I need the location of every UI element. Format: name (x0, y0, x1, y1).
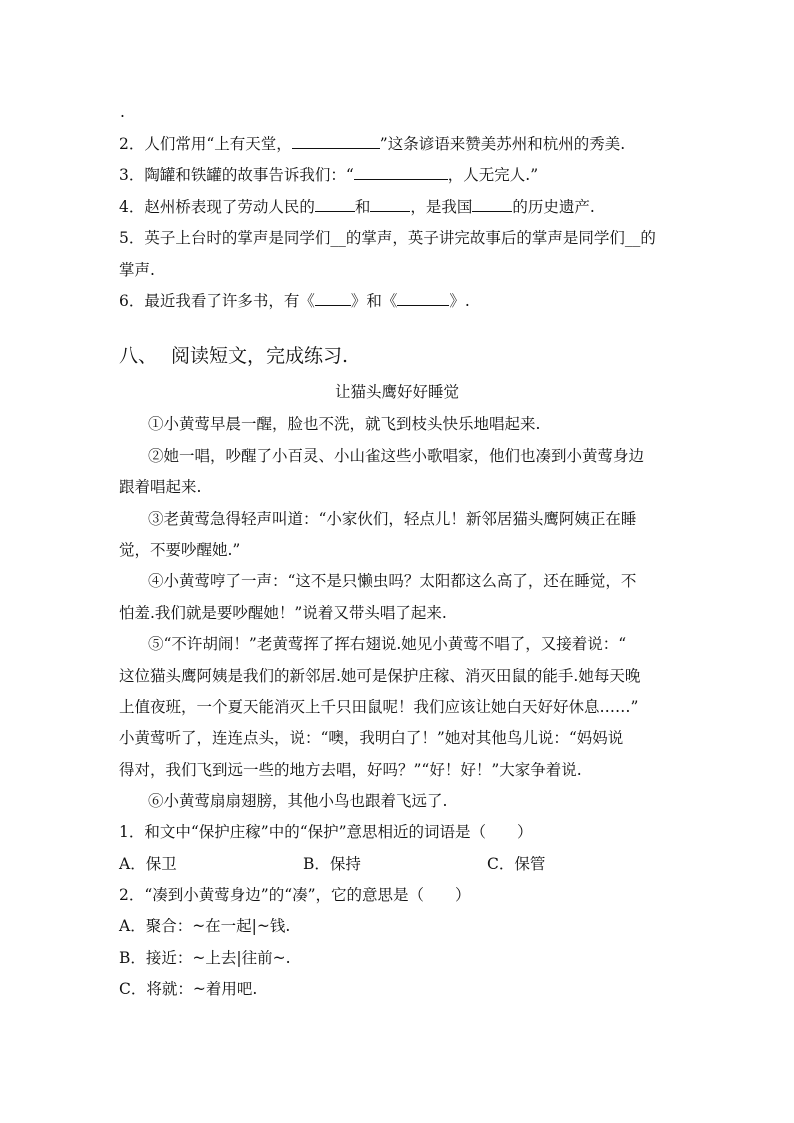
story-line: ④小黄莺哼了一声：“这不是只懒虫吗？太阳都这么高了，还在睡觉，不 (148, 572, 637, 590)
section-number: 八、 (119, 345, 158, 367)
story-line: 觉，不要吵醒她.” (119, 541, 241, 559)
story-line: ③老黄莺急得轻声叫道：“小家伙们，轻点儿！新邻居猫头鹰阿姨正在睡 (148, 510, 637, 528)
fill-question-4: 4．赵州桥表现了劳动人民的 和 ，是我国 的历史遗产. (119, 198, 595, 216)
answer-blank[interactable] (292, 134, 380, 149)
fill-question-3: 3．陶罐和铁罐的故事告诉我们：“ ，人无完人.” (119, 166, 539, 184)
answer-blank[interactable] (315, 197, 355, 212)
story-line: ⑥小黄莺扇扇翅膀，其他小鸟也跟着飞远了. (148, 792, 448, 810)
story-line: 怕羞.我们就是要吵醒她！”说着又带头唱了起来. (119, 604, 447, 622)
answer-blank[interactable] (315, 291, 351, 306)
answer-blank[interactable] (354, 165, 448, 180)
story-line: ①小黄莺早晨一醒，脸也不洗，就飞到枝头快乐地唱起来. (148, 415, 541, 433)
story-line: 得对，我们飞到远一些的地方去唱，好吗？”“好！好！”大家争着说. (119, 761, 582, 779)
question-1-option-b[interactable]: B．保持 (303, 855, 361, 873)
answer-blank[interactable] (370, 197, 410, 212)
fill-question-6: 6．最近我看了许多书，有《 》和《 》. (119, 292, 470, 310)
question-1-stem: 1．和文中“保护庄稼”中的“保护”意思相近的词语是（ ） (119, 823, 533, 841)
question-1-option-c[interactable]: C．保管 (487, 855, 546, 873)
fill-question-5-line-1: 5．英子上台时的掌声是同学们__的掌声，英子讲完故事后的掌声是同学们__的 (119, 229, 656, 247)
question-2-stem: 2．“凑到小黄莺身边”的“凑”，它的意思是（ ） (119, 886, 471, 904)
section-title: 阅读短文，完成练习. (171, 345, 349, 367)
story-line: 这位猫头鹰阿姨是我们的新邻居.她可是保护庄稼、消灭田鼠的能手.她每天晚 (119, 667, 641, 685)
story-line: ②她一唱，吵醒了小百灵、小山雀这些小歌唱家，他们也凑到小黄莺身边 (148, 447, 645, 465)
story-line: ⑤“不许胡闹！”老黄莺挥了挥右翅说.她见小黄莺不唱了，又接着说：“ (148, 635, 627, 653)
fill-question-2: 2．人们常用“上有天堂， ”这条谚语来赞美苏州和杭州的秀美. (119, 135, 626, 153)
top-mark: . (120, 103, 125, 121)
story-line: 小黄莺听了，连连点头，说：“噢，我明白了！”她对其他鸟儿说：“妈妈说 (119, 729, 624, 747)
answer-blank[interactable] (472, 197, 512, 212)
fill-question-5-line-2: 掌声. (119, 261, 155, 279)
question-2-option-a[interactable]: A．聚合：~在一起|~钱. (119, 917, 291, 935)
question-2-option-c[interactable]: C．将就：~着用吧. (119, 980, 258, 998)
story-line: 上值夜班，一个夏天能消灭上千只田鼠呢！我们应该让她白天好好休息……” (119, 698, 639, 716)
answer-blank[interactable] (397, 291, 449, 306)
section-heading (119, 344, 348, 368)
question-2-option-b[interactable]: B．接近：~上去|往前~. (119, 949, 291, 967)
story-line: 跟着唱起来. (119, 478, 202, 496)
story-title: 让猫头鹰好好睡觉 (334, 383, 459, 401)
question-1-option-a[interactable]: A．保卫 (119, 855, 177, 873)
